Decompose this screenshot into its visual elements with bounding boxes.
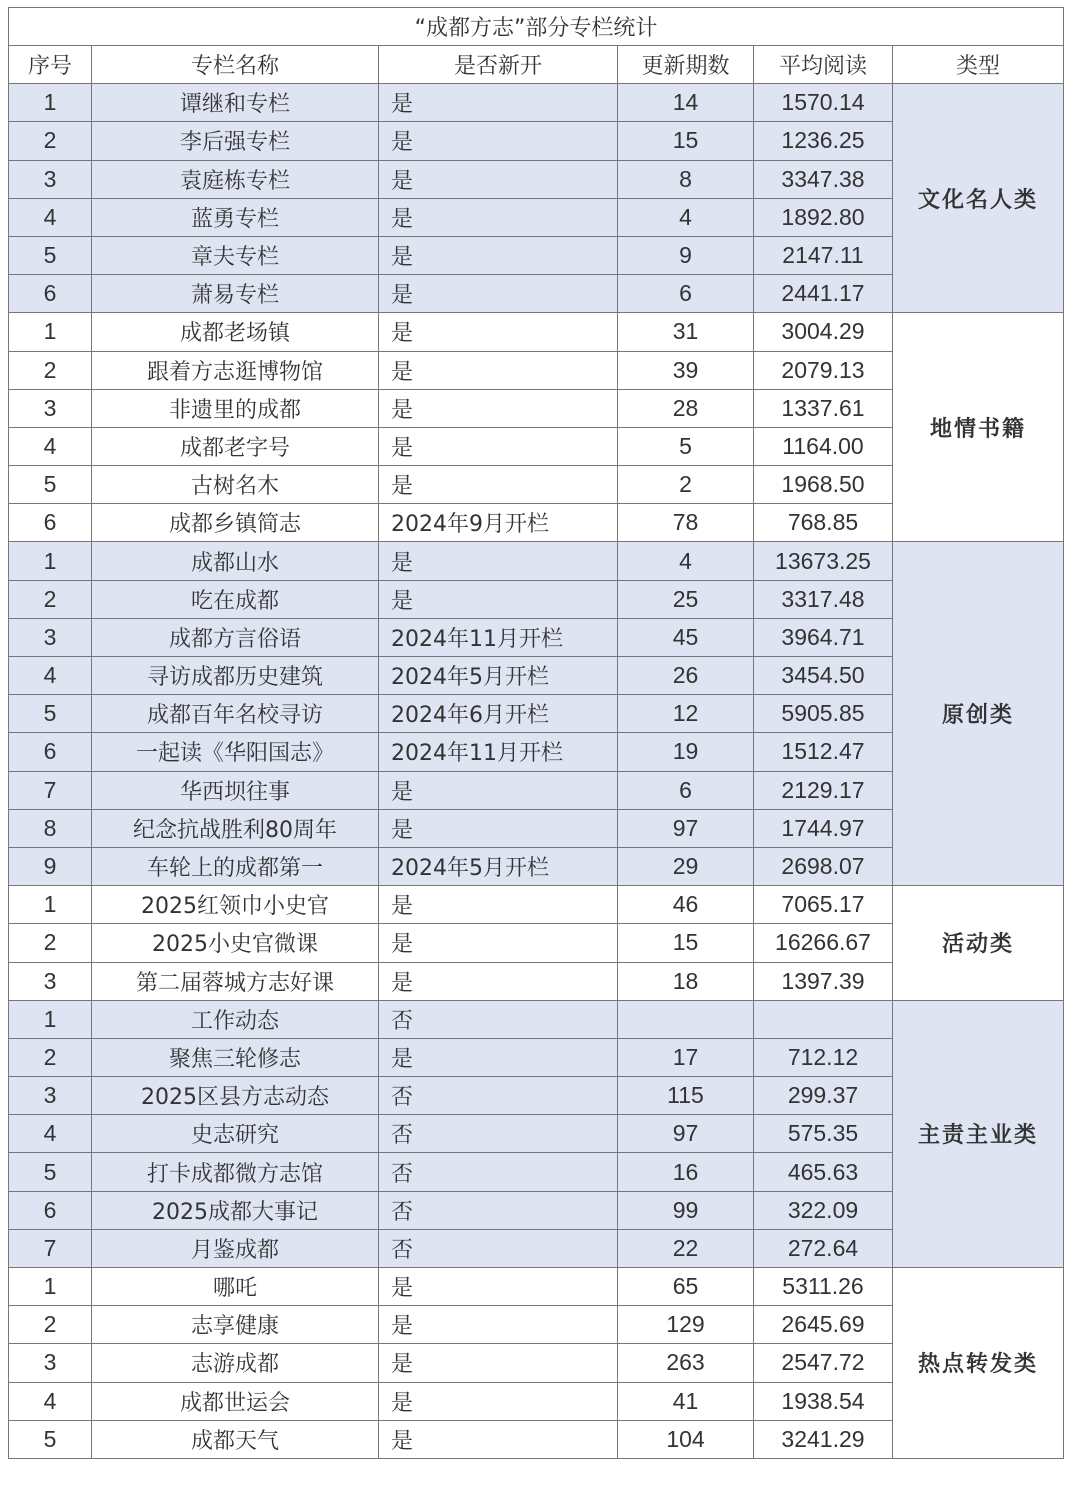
avg-reads: 2645.69 <box>754 1306 893 1344</box>
row-index: 3 <box>9 1344 92 1382</box>
issue-count: 39 <box>618 351 754 389</box>
avg-reads: 3241.29 <box>754 1420 893 1458</box>
is-new: 否 <box>379 1077 618 1115</box>
is-new: 是 <box>379 1420 618 1458</box>
avg-reads: 1744.97 <box>754 809 893 847</box>
issue-count: 29 <box>618 847 754 885</box>
column-name: 蓝勇专栏 <box>92 198 379 236</box>
is-new: 是 <box>379 1306 618 1344</box>
header-name: 专栏名称 <box>92 46 379 84</box>
avg-reads: 712.12 <box>754 1038 893 1076</box>
avg-reads: 575.35 <box>754 1115 893 1153</box>
is-new: 是 <box>379 84 618 122</box>
header-row <box>9 46 1064 84</box>
column-name: 跟着方志逛博物馆 <box>92 351 379 389</box>
avg-reads: 1892.80 <box>754 198 893 236</box>
issue-count: 31 <box>618 313 754 351</box>
issue-count: 14 <box>618 84 754 122</box>
column-name: 李后强专栏 <box>92 122 379 160</box>
is-new: 是 <box>379 1382 618 1420</box>
column-name: 古树名木 <box>92 466 379 504</box>
row-index: 2 <box>9 1306 92 1344</box>
column-name: 月鉴成都 <box>92 1229 379 1267</box>
avg-reads: 13673.25 <box>754 542 893 580</box>
is-new: 是 <box>379 236 618 274</box>
column-name: 成都老字号 <box>92 427 379 465</box>
issue-count: 263 <box>618 1344 754 1382</box>
row-index: 6 <box>9 504 92 542</box>
issue-count: 6 <box>618 771 754 809</box>
column-name: 章夫专栏 <box>92 236 379 274</box>
is-new: 否 <box>379 1000 618 1038</box>
is-new: 是 <box>379 771 618 809</box>
row-index: 3 <box>9 962 92 1000</box>
table-row <box>9 1268 1064 1306</box>
avg-reads: 3454.50 <box>754 657 893 695</box>
column-name: 成都方言俗语 <box>92 618 379 656</box>
header-reads: 平均阅读 <box>754 46 893 84</box>
table-row <box>9 313 1064 351</box>
issue-count: 15 <box>618 122 754 160</box>
avg-reads: 3004.29 <box>754 313 893 351</box>
issue-count: 25 <box>618 580 754 618</box>
is-new: 是 <box>379 886 618 924</box>
row-index: 2 <box>9 580 92 618</box>
table-row <box>9 886 1064 924</box>
row-index: 2 <box>9 351 92 389</box>
avg-reads: 299.37 <box>754 1077 893 1115</box>
column-name: 第二届蓉城方志好课 <box>92 962 379 1000</box>
is-new: 是 <box>379 351 618 389</box>
avg-reads: 2441.17 <box>754 275 893 313</box>
issue-count: 9 <box>618 236 754 274</box>
column-name: 成都百年名校寻访 <box>92 695 379 733</box>
issue-count: 26 <box>618 657 754 695</box>
column-name: 袁庭栋专栏 <box>92 160 379 198</box>
column-name: 寻访成都历史建筑 <box>92 657 379 695</box>
table-row <box>9 84 1064 122</box>
column-name: 萧易专栏 <box>92 275 379 313</box>
row-index: 1 <box>9 1268 92 1306</box>
column-name: 成都世运会 <box>92 1382 379 1420</box>
is-new: 2024年11月开栏 <box>379 618 618 656</box>
issue-count: 97 <box>618 1115 754 1153</box>
issue-count: 15 <box>618 924 754 962</box>
category-label: 地情书籍 <box>893 313 1064 542</box>
table-title: “成都方志”部分专栏统计 <box>9 8 1064 46</box>
is-new: 是 <box>379 198 618 236</box>
avg-reads: 1236.25 <box>754 122 893 160</box>
column-name: 纪念抗战胜利80周年 <box>92 809 379 847</box>
is-new: 是 <box>379 466 618 504</box>
column-name: 打卡成都微方志馆 <box>92 1153 379 1191</box>
column-name: 志享健康 <box>92 1306 379 1344</box>
avg-reads <box>754 1000 893 1038</box>
issue-count <box>618 1000 754 1038</box>
row-index: 7 <box>9 1229 92 1267</box>
issue-count: 2 <box>618 466 754 504</box>
row-index: 4 <box>9 198 92 236</box>
row-index: 5 <box>9 1153 92 1191</box>
column-name: 哪吒 <box>92 1268 379 1306</box>
row-index: 1 <box>9 84 92 122</box>
avg-reads: 768.85 <box>754 504 893 542</box>
issue-count: 16 <box>618 1153 754 1191</box>
column-name: 吃在成都 <box>92 580 379 618</box>
column-name: 史志研究 <box>92 1115 379 1153</box>
issue-count: 22 <box>618 1229 754 1267</box>
issue-count: 28 <box>618 389 754 427</box>
avg-reads: 3317.48 <box>754 580 893 618</box>
is-new: 否 <box>379 1229 618 1267</box>
table-row <box>9 542 1064 580</box>
issue-count: 41 <box>618 1382 754 1420</box>
row-index: 4 <box>9 427 92 465</box>
issue-count: 46 <box>618 886 754 924</box>
category-label: 原创类 <box>893 542 1064 886</box>
is-new: 否 <box>379 1153 618 1191</box>
category-label: 主责主业类 <box>893 1000 1064 1267</box>
column-name: 成都天气 <box>92 1420 379 1458</box>
issue-count: 19 <box>618 733 754 771</box>
column-name: 2025成都大事记 <box>92 1191 379 1229</box>
is-new: 是 <box>379 275 618 313</box>
row-index: 3 <box>9 389 92 427</box>
column-name: 工作动态 <box>92 1000 379 1038</box>
avg-reads: 3347.38 <box>754 160 893 198</box>
row-index: 7 <box>9 771 92 809</box>
avg-reads: 1397.39 <box>754 962 893 1000</box>
avg-reads: 1337.61 <box>754 389 893 427</box>
issue-count: 104 <box>618 1420 754 1458</box>
column-name: 2025区县方志动态 <box>92 1077 379 1115</box>
column-stats-table <box>8 7 1064 1459</box>
row-index: 5 <box>9 466 92 504</box>
column-name: 成都山水 <box>92 542 379 580</box>
row-index: 4 <box>9 1115 92 1153</box>
avg-reads: 322.09 <box>754 1191 893 1229</box>
row-index: 2 <box>9 1038 92 1076</box>
row-index: 1 <box>9 886 92 924</box>
row-index: 1 <box>9 1000 92 1038</box>
category-label: 文化名人类 <box>893 84 1064 313</box>
header-issues: 更新期数 <box>618 46 754 84</box>
is-new: 2024年11月开栏 <box>379 733 618 771</box>
row-index: 3 <box>9 618 92 656</box>
issue-count: 17 <box>618 1038 754 1076</box>
issue-count: 4 <box>618 542 754 580</box>
avg-reads: 1938.54 <box>754 1382 893 1420</box>
is-new: 是 <box>379 580 618 618</box>
is-new: 是 <box>379 542 618 580</box>
is-new: 是 <box>379 160 618 198</box>
issue-count: 12 <box>618 695 754 733</box>
issue-count: 8 <box>618 160 754 198</box>
row-index: 3 <box>9 160 92 198</box>
column-name: 志游成都 <box>92 1344 379 1382</box>
is-new: 否 <box>379 1191 618 1229</box>
is-new: 是 <box>379 924 618 962</box>
avg-reads: 2698.07 <box>754 847 893 885</box>
avg-reads: 2079.13 <box>754 351 893 389</box>
issue-count: 5 <box>618 427 754 465</box>
is-new: 是 <box>379 1344 618 1382</box>
avg-reads: 272.64 <box>754 1229 893 1267</box>
row-index: 1 <box>9 542 92 580</box>
column-name: 车轮上的成都第一 <box>92 847 379 885</box>
row-index: 6 <box>9 275 92 313</box>
is-new: 2024年5月开栏 <box>379 847 618 885</box>
row-index: 1 <box>9 313 92 351</box>
avg-reads: 16266.67 <box>754 924 893 962</box>
is-new: 是 <box>379 1038 618 1076</box>
avg-reads: 2129.17 <box>754 771 893 809</box>
issue-count: 45 <box>618 618 754 656</box>
is-new: 2024年5月开栏 <box>379 657 618 695</box>
issue-count: 65 <box>618 1268 754 1306</box>
is-new: 是 <box>379 122 618 160</box>
avg-reads: 5905.85 <box>754 695 893 733</box>
row-index: 3 <box>9 1077 92 1115</box>
avg-reads: 7065.17 <box>754 886 893 924</box>
column-name: 非遗里的成都 <box>92 389 379 427</box>
column-name: 2025小史官微课 <box>92 924 379 962</box>
row-index: 4 <box>9 657 92 695</box>
header-type: 类型 <box>893 46 1064 84</box>
avg-reads: 465.63 <box>754 1153 893 1191</box>
row-index: 6 <box>9 733 92 771</box>
is-new: 2024年9月开栏 <box>379 504 618 542</box>
category-label: 活动类 <box>893 886 1064 1001</box>
column-name: 聚焦三轮修志 <box>92 1038 379 1076</box>
column-name: 2025红领巾小史官 <box>92 886 379 924</box>
is-new: 是 <box>379 809 618 847</box>
column-name: 谭继和专栏 <box>92 84 379 122</box>
avg-reads: 3964.71 <box>754 618 893 656</box>
column-name: 成都老场镇 <box>92 313 379 351</box>
row-index: 2 <box>9 122 92 160</box>
header-index: 序号 <box>9 46 92 84</box>
issue-count: 129 <box>618 1306 754 1344</box>
avg-reads: 2147.11 <box>754 236 893 274</box>
avg-reads: 5311.26 <box>754 1268 893 1306</box>
avg-reads: 1968.50 <box>754 466 893 504</box>
is-new: 是 <box>379 962 618 1000</box>
is-new: 是 <box>379 427 618 465</box>
row-index: 5 <box>9 1420 92 1458</box>
row-index: 8 <box>9 809 92 847</box>
row-index: 2 <box>9 924 92 962</box>
avg-reads: 1164.00 <box>754 427 893 465</box>
row-index: 5 <box>9 695 92 733</box>
column-name: 成都乡镇简志 <box>92 504 379 542</box>
column-name: 华西坝往事 <box>92 771 379 809</box>
row-index: 6 <box>9 1191 92 1229</box>
row-index: 9 <box>9 847 92 885</box>
issue-count: 6 <box>618 275 754 313</box>
is-new: 2024年6月开栏 <box>379 695 618 733</box>
row-index: 5 <box>9 236 92 274</box>
avg-reads: 1570.14 <box>754 84 893 122</box>
is-new: 是 <box>379 1268 618 1306</box>
is-new: 是 <box>379 313 618 351</box>
is-new: 是 <box>379 389 618 427</box>
category-label: 热点转发类 <box>893 1268 1064 1459</box>
issue-count: 115 <box>618 1077 754 1115</box>
column-name: 一起读《华阳国志》 <box>92 733 379 771</box>
avg-reads: 1512.47 <box>754 733 893 771</box>
issue-count: 97 <box>618 809 754 847</box>
row-index: 4 <box>9 1382 92 1420</box>
is-new: 否 <box>379 1115 618 1153</box>
avg-reads: 2547.72 <box>754 1344 893 1382</box>
issue-count: 18 <box>618 962 754 1000</box>
issue-count: 78 <box>618 504 754 542</box>
issue-count: 99 <box>618 1191 754 1229</box>
header-new: 是否新开 <box>379 46 618 84</box>
issue-count: 4 <box>618 198 754 236</box>
table-row <box>9 1000 1064 1038</box>
